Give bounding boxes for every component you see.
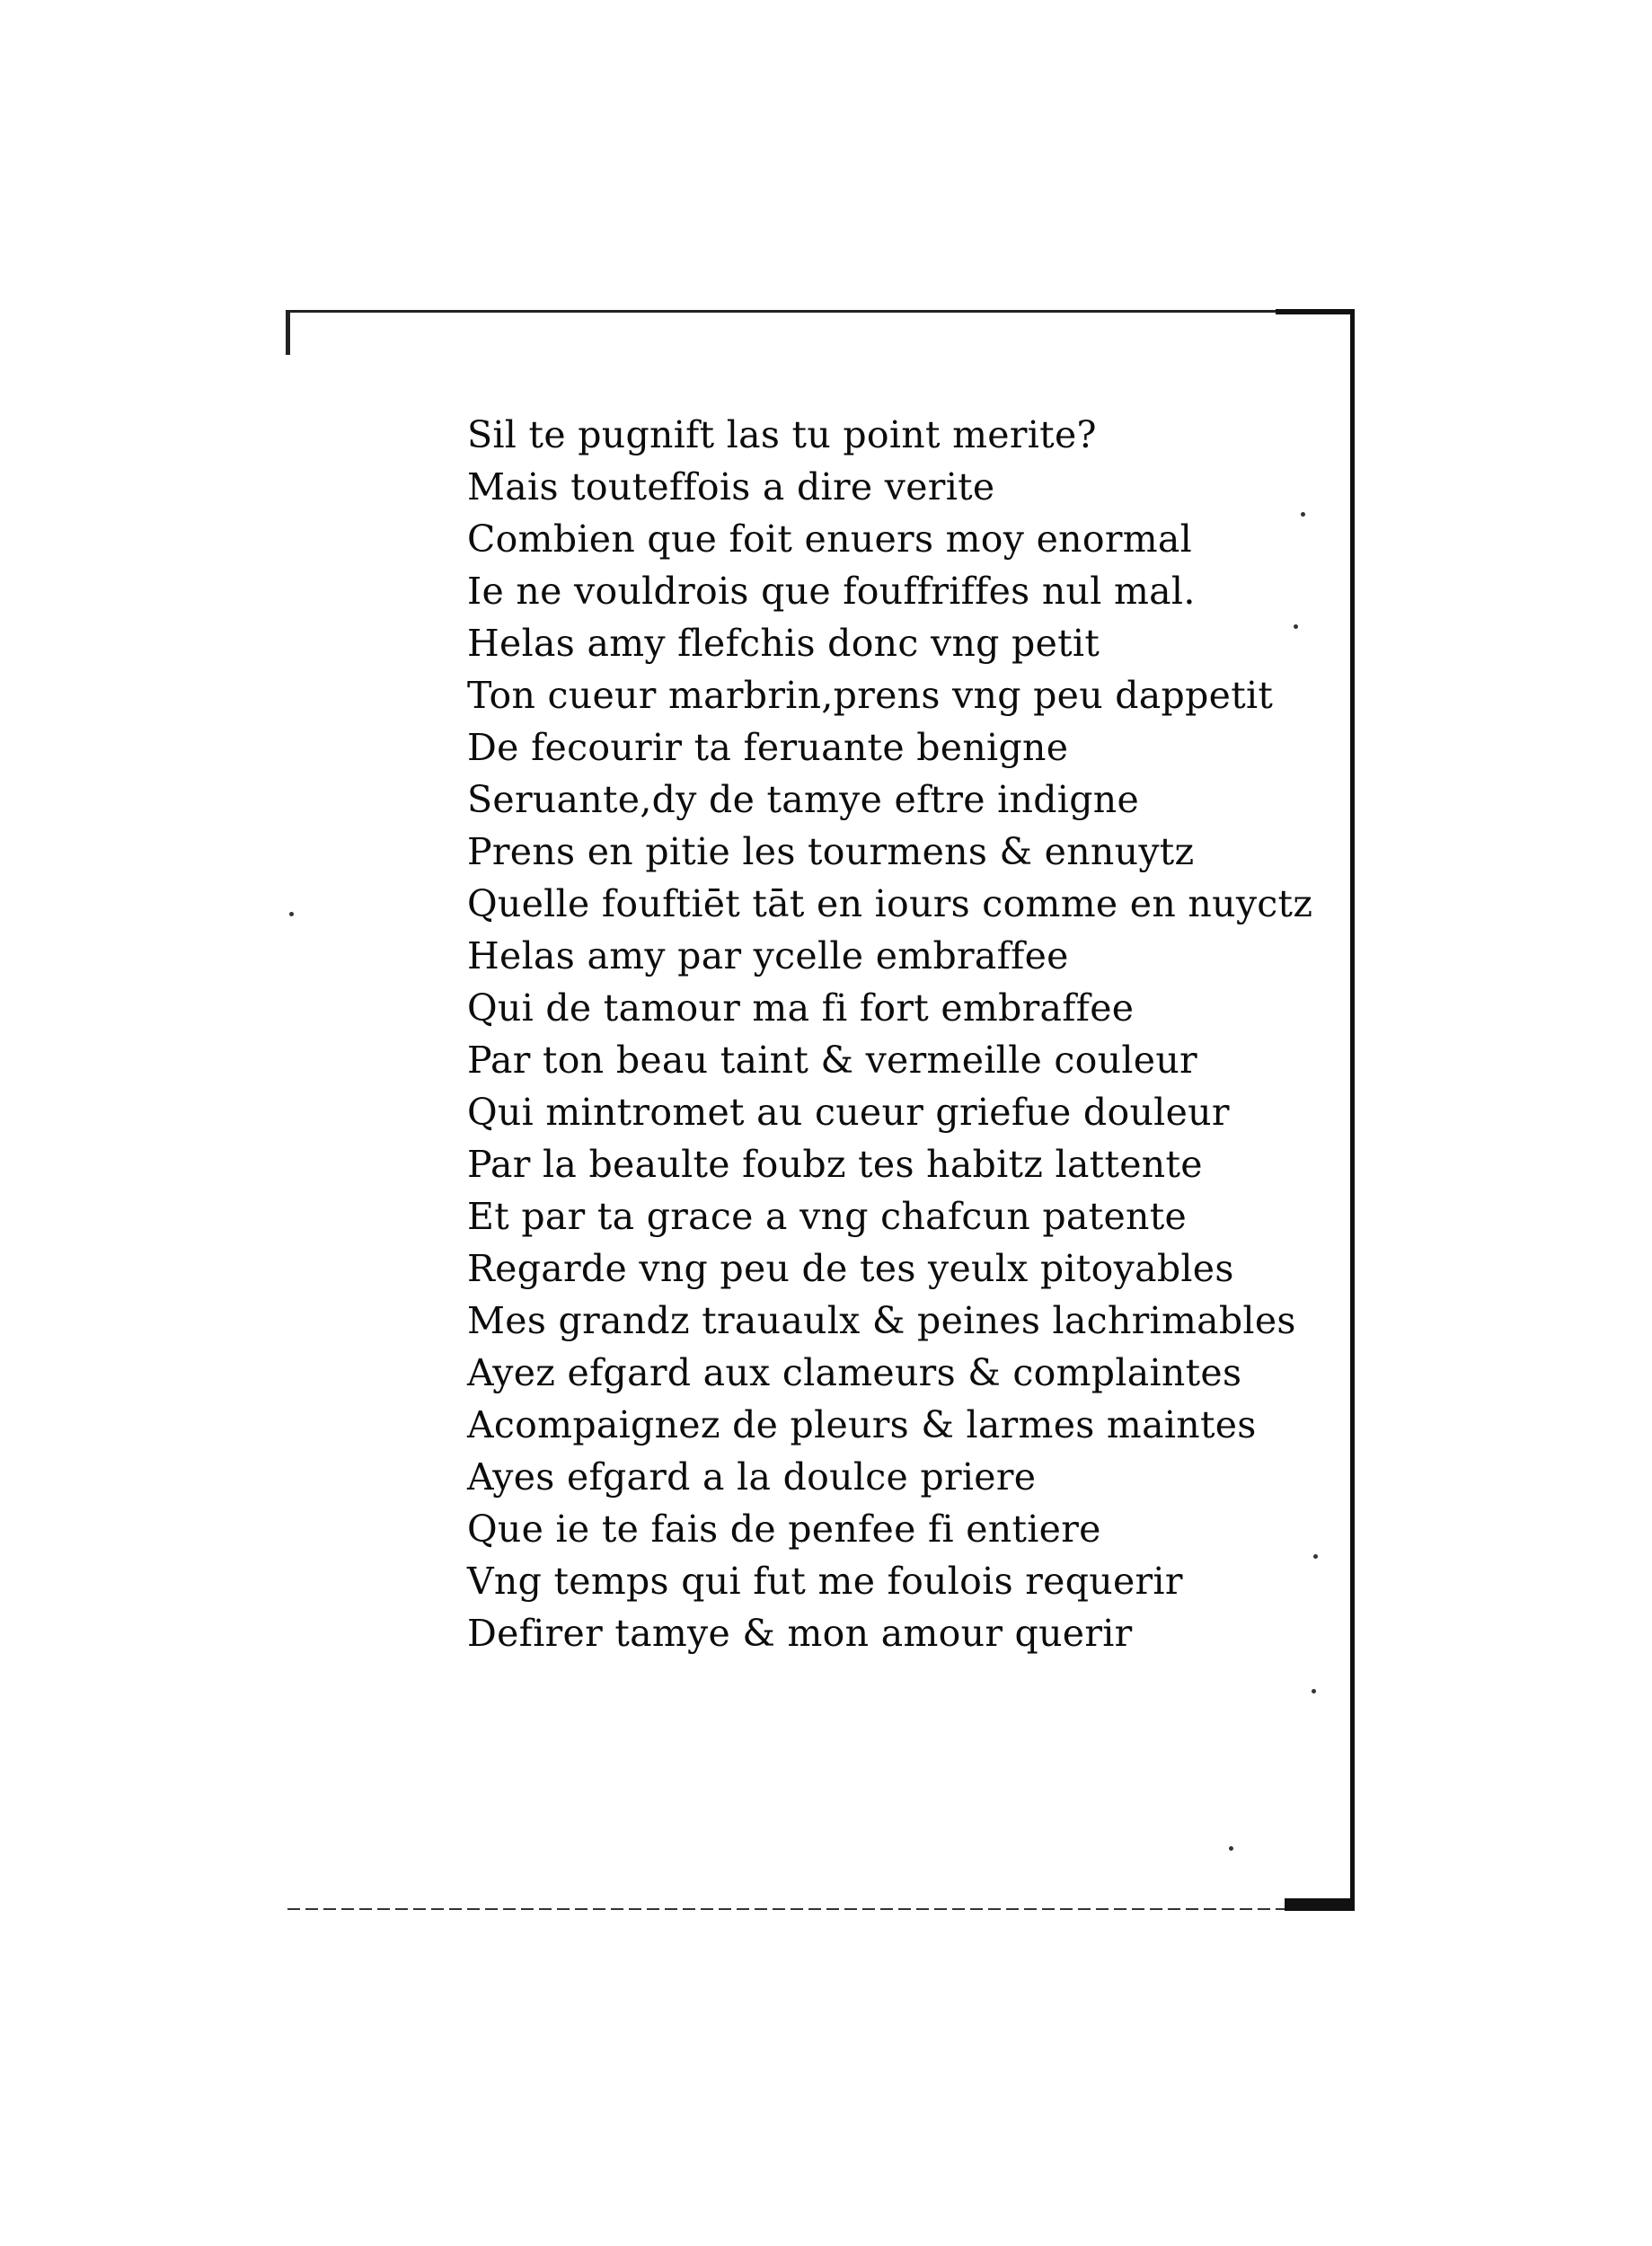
page-frame-right-rule bbox=[1350, 314, 1355, 1905]
page-frame-bottom-corner-mark bbox=[1285, 1898, 1355, 1911]
poem-line: Quelle fouftiēt tāt en iours comme en nuyctz bbox=[467, 882, 1313, 925]
poem-line: Mes grandz trauaulx & peines lachrimables bbox=[467, 1299, 1296, 1342]
poem-line: Qui mintromet au cueur griefue douleur bbox=[467, 1091, 1230, 1134]
poem-line: Prens en pitie les tourmens & ennuytz bbox=[467, 830, 1195, 873]
poem-line: Combien que foit enuers moy enormal bbox=[467, 517, 1193, 561]
poem-line: Qui de tamour ma fi fort embraffee bbox=[467, 986, 1135, 1030]
poem-text-block bbox=[467, 409, 1330, 1659]
poem-line: Ayez efgard aux clameurs & complaintes bbox=[467, 1351, 1242, 1394]
poem-line: Helas amy par ycelle embraffee bbox=[467, 934, 1069, 977]
poem-line: Ton cueur marbrin,prens vng peu dappetit bbox=[467, 674, 1274, 717]
poem-line: Vng temps qui fut me foulois requerir bbox=[467, 1560, 1183, 1603]
page-frame-bottom-rule bbox=[287, 1908, 1285, 1910]
ink-speck bbox=[289, 912, 294, 916]
ink-speck bbox=[1312, 1689, 1316, 1693]
poem-line: Et par ta grace a vng chafcun patente bbox=[467, 1195, 1188, 1238]
page-frame-left-rule bbox=[286, 310, 290, 355]
poem-line: Regarde vng peu de tes yeulx pitoyables bbox=[467, 1247, 1234, 1290]
page-frame-corner-mark bbox=[1276, 309, 1355, 314]
poem-line: Acompaignez de pleurs & larmes maintes bbox=[467, 1403, 1257, 1446]
poem-line: Defirer tamye & mon amour querir bbox=[467, 1612, 1133, 1655]
poem-line: Par ton beau taint & vermeille couleur bbox=[467, 1039, 1197, 1082]
poem-line: Par la beaulte foubz tes habitz lattente bbox=[467, 1143, 1203, 1186]
poem-line: Mais touteffois a dire verite bbox=[467, 465, 995, 508]
ink-speck bbox=[1229, 1846, 1233, 1851]
poem-line: Helas amy flefchis donc vng petit bbox=[467, 622, 1100, 665]
page-frame-top-rule bbox=[287, 310, 1354, 313]
poem-line: Que ie te fais de penfee fi entiere bbox=[467, 1508, 1101, 1551]
poem-line: De fecourir ta feruante benigne bbox=[467, 726, 1069, 769]
poem-line: Ie ne vouldrois que fouffriffes nul mal. bbox=[467, 570, 1196, 613]
poem-line: Ayes efgard a la doulce priere bbox=[467, 1455, 1037, 1499]
poem-line: Seruante,dy de tamye eftre indigne bbox=[467, 778, 1140, 821]
poem-line: Sil te pugnift las tu point merite? bbox=[467, 413, 1097, 456]
